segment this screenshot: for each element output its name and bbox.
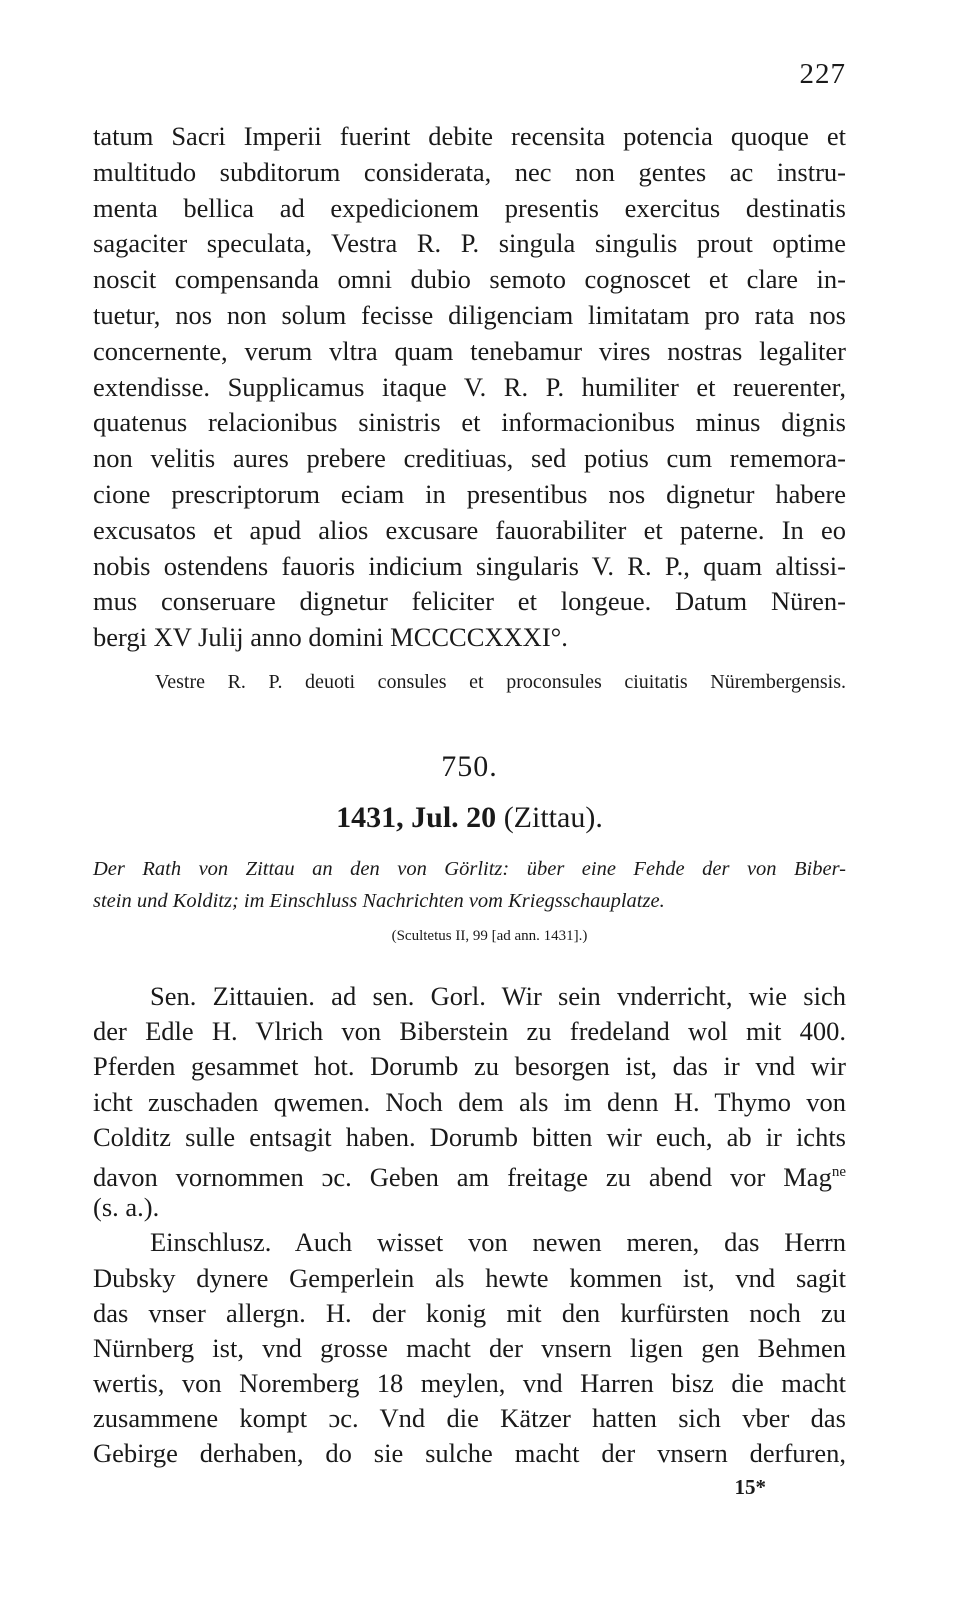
document-summary [93,853,846,917]
text-line: tuetur, nos non solum fecisse diligenciam limitatam pro rata nos [93,299,846,330]
document-number: 750. [441,750,498,783]
text-line: Pferden gesammet hot. Dorumb zu besorgen ist, das ir vnd wir [93,1051,846,1082]
text-line: Nürnberg ist, vnd grosse macht der vnsern ligen gen Behmen [93,1332,846,1363]
text-line: Einschlusz. Auch wisset von newen meren, das Herrn [150,1227,846,1258]
text-line: quatenus relacionibus sinistris et informacionibus minus dignis [93,407,846,438]
letter-749-conclusion [93,119,846,656]
text-line: mus conseruare dignetur feliciter et longeue. Datum Nüren- [93,586,846,617]
text-line: excusatos et apud alios excusare fauorabiliter et paterne. In eo [93,514,846,545]
document-date-heading [93,801,846,835]
text-line: multitudo subditorum considerata, nec non gentes ac instru- [93,156,846,187]
document-page [93,0,846,1616]
text-line-content: davon vornommen ɔc. Geben am freitage zu abend vor Mag [93,1161,832,1192]
document-source-citation: (Scultetus II, 99 [ad ann. 1431].) [391,928,588,944]
text-line [93,1155,846,1190]
text-line: nobis ostendens fauoris indicium singularis V. R. P., quam altissi- [93,550,846,581]
document-date: 1431, Jul. 20 [336,801,497,834]
summary-line: Der Rath von Zittau an den von Görlitz: über eine Fehde der von Biber- [93,858,846,880]
text-line: Gebirge derhaben, do sie sulche macht der vnsern derfuren, [93,1438,846,1469]
text-line: concernente, verum vltra quam tenebamur vires nostras legaliter [93,335,846,366]
page-number: 227 [799,58,846,90]
text-line: wertis, von Noremberg 18 meylen, vnd Harren bisz die macht [93,1368,846,1399]
text-line: Dubsky dynere Gemperlein als hewte kommen ist, vnd sagit [93,1262,846,1293]
printer-signature-mark: 15* [734,1475,766,1499]
text-line: zusammene kompt ɔc. Vnd die Kätzer hatten sich vber das [93,1403,846,1434]
text-line: icht zuschaden qwemen. Noch dem als im denn H. Thymo von [93,1086,846,1117]
text-line: Colditz sulle entsagit haben. Dorumb bitten wir euch, ab ir ichts [93,1121,846,1152]
summary-line: stein und Kolditz; im Einschluss Nachrichten vom Kriegsschauplatze. [93,890,665,912]
letter-750-body [93,979,846,1472]
text-line: das vnser allergn. H. der konig mit den kurfürsten noch zu [93,1297,846,1328]
document-place: (Zittau). [496,801,603,834]
text-line: cione prescriptorum eciam in presentibus nos dignetur habere [93,478,846,509]
superscript: ne [831,1163,846,1180]
letter-749-signature: Vestre R. P. deuoti consules et proconsules ciuitatis Nürembergensis. [155,671,846,693]
text-line: bergi XV Julij anno domini MCCCCXXXI°. [93,622,568,653]
text-line: (s. a.). [93,1192,160,1223]
text-line: tatum Sacri Imperii fuerint debite recensita potencia quoque et [93,121,846,151]
text-line: non velitis aures prebere creditiuas, sed potius cum rememora- [93,443,846,474]
text-line: sagaciter speculata, Vestra R. P. singula singulis prout optime [93,228,846,259]
text-line: der Edle H. Vlrich von Biberstein zu fredeland wol mit 400. [93,1016,846,1047]
text-line: noscit compensanda omni dubio semoto cognoscet et clare in- [93,264,846,295]
text-line: extendisse. Supplicamus itaque V. R. P. humiliter et reuerenter, [93,371,846,402]
text-line: Sen. Zittauien. ad sen. Gorl. Wir sein vnderricht, wie sich [150,981,846,1011]
text-line: menta bellica ad expedicionem presentis exercitus destinatis [93,192,846,223]
